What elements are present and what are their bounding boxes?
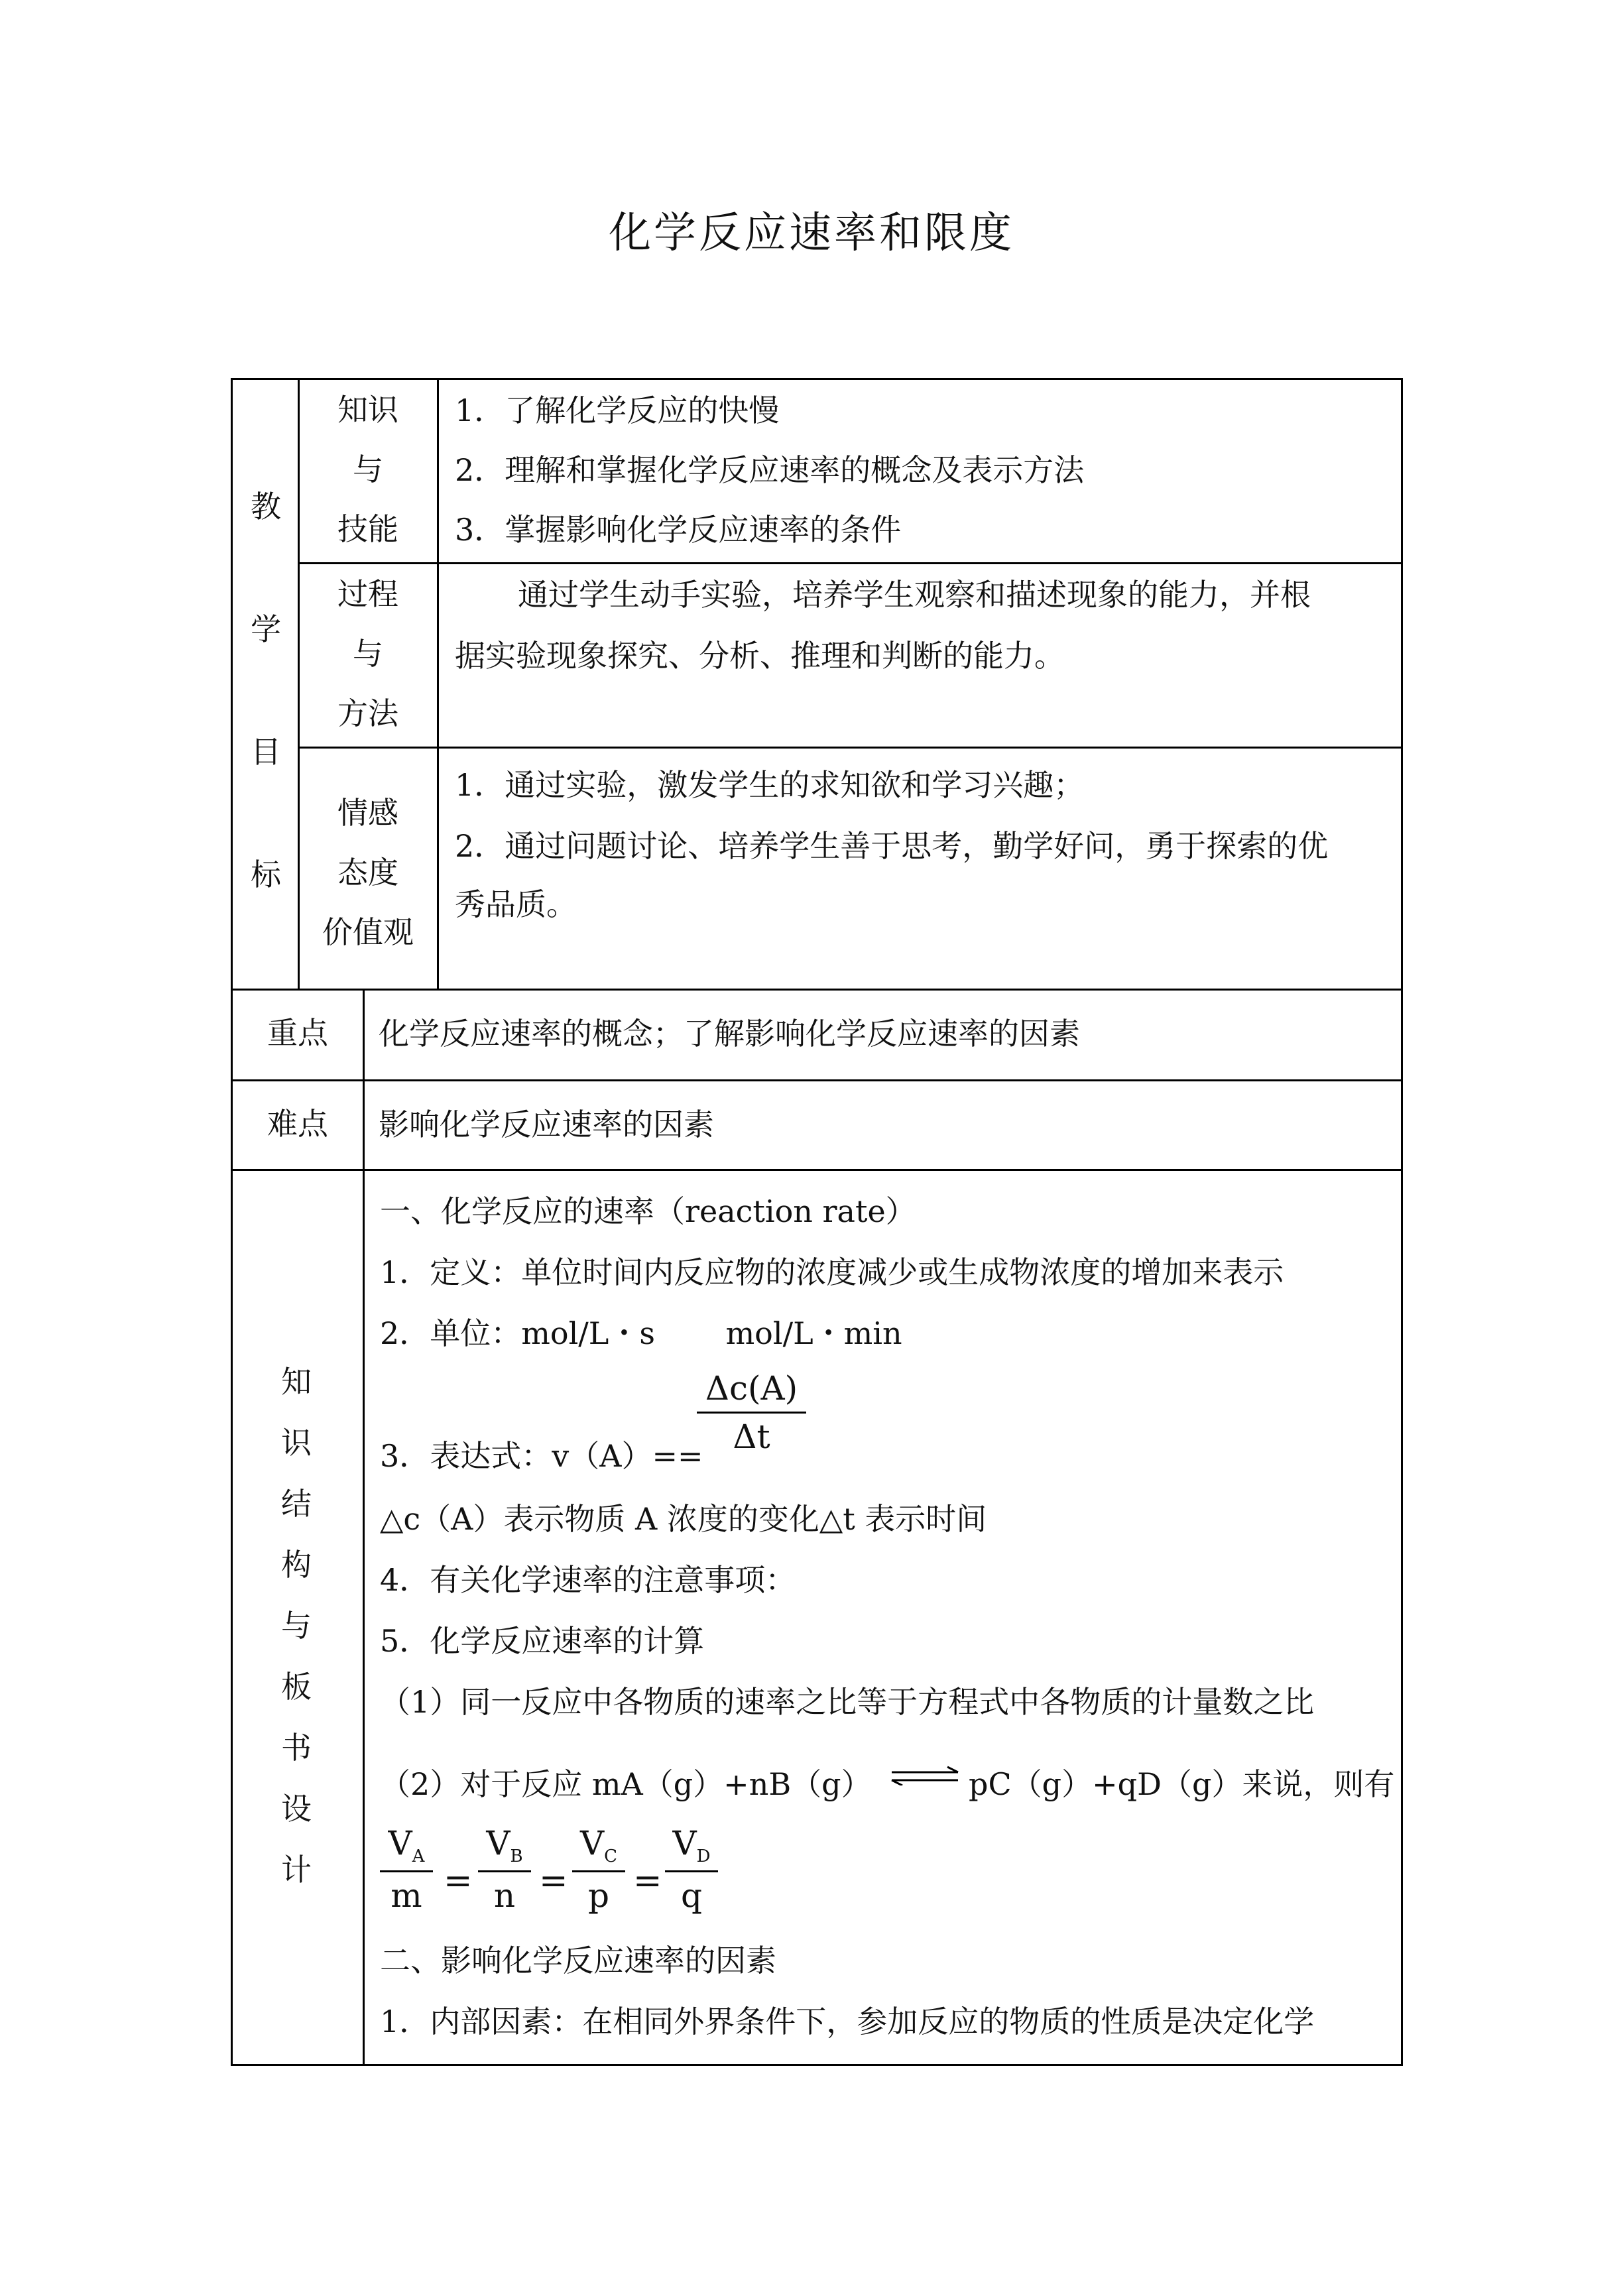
knowledge-item: 3．掌握影响化学反应速率的条件: [455, 512, 902, 548]
process-text: 据实验现象探究、分析、推理和判断的能力。: [455, 638, 1065, 674]
ratio-fraction-a: $V_A$ m: [380, 1824, 433, 1915]
knowledge-label: 知识 与 技能: [337, 392, 398, 547]
equilibrium-arrow-icon: [889, 1766, 962, 1785]
equals-sign: =: [539, 1861, 568, 1901]
internal-factor-line: 1．内部因素：在相同外界条件下，参加反应的物质的性质是决定化学: [380, 2004, 1315, 2039]
goals-label-char: 教: [251, 489, 281, 524]
divider: [233, 1169, 1403, 1171]
emotion-text: 秀品质。: [455, 886, 577, 922]
structure-label-char: 设: [281, 1791, 312, 1827]
notes-heading: 4．有关化学速率的注意事项：: [380, 1562, 796, 1598]
divider: [233, 1079, 1403, 1081]
expression-line: 3．表达式：v（A）==: [380, 1438, 703, 1474]
structure-label-char: 计: [281, 1852, 312, 1888]
structure-label-char: 与: [281, 1608, 312, 1644]
process-text: 通过学生动手实验，培养学生观察和描述现象的能力，并根: [518, 577, 1311, 613]
ratio-rule-line: （1）同一反应中各物质的速率之比等于方程式中各物质的计量数之比: [380, 1684, 1315, 1720]
reaction-line-end: pC（g）+qD（g）来说，则有: [969, 1766, 1395, 1802]
calc-heading: 5．化学反应速率的计算: [380, 1623, 705, 1659]
process-label: 过程 与 方法: [337, 576, 398, 731]
reaction-line-start: （2）对于反应 mA（g）+nB（g）: [380, 1766, 872, 1802]
goals-label-char: 目: [251, 734, 281, 770]
formula-denominator: Δt: [733, 1418, 770, 1456]
ratio-fraction-c: $V_C$ p: [572, 1824, 625, 1915]
definition-line: 1．定义：单位时间内反应物的浓度减少或生成物浓度的增加来表示: [380, 1254, 1284, 1290]
unit-line: 2．单位：mol/L・s mol/L・min: [380, 1315, 902, 1351]
goals-label-char: 标: [251, 857, 281, 892]
equals-sign: =: [633, 1861, 662, 1901]
divider: [363, 989, 365, 2066]
ratio-fraction-b: $V_B$ n: [478, 1824, 531, 1915]
key-point-text: 化学反应速率的概念；了解影响化学反应速率的因素: [379, 1016, 1080, 1052]
knowledge-item: 2．理解和掌握化学反应速率的概念及表示方法: [455, 452, 1085, 488]
section-heading: 二、影响化学反应速率的因素: [380, 1943, 776, 1978]
emotion-text: 1．通过实验，激发学生的求知欲和学习兴趣；: [455, 767, 1085, 803]
structure-label-char: 书: [281, 1730, 312, 1766]
divider: [299, 747, 1403, 749]
key-point-label: 重点: [267, 1015, 328, 1051]
structure-label-char: 识: [281, 1425, 312, 1461]
divider: [437, 380, 439, 990]
difficulty-text: 影响化学反应速率的因素: [379, 1107, 714, 1142]
emotion-label: 情感 态度 价值观: [322, 795, 414, 950]
rate-formula-fraction: [697, 1369, 806, 1456]
formula-numerator: Δc(A): [705, 1369, 798, 1408]
fraction-bar: [697, 1412, 806, 1414]
structure-label-char: 知: [281, 1364, 312, 1400]
equals-sign: =: [444, 1861, 473, 1901]
structure-label-char: 结: [281, 1486, 312, 1522]
ratio-fraction-d: $V_D$ q: [665, 1824, 718, 1915]
knowledge-item: 1．了解化学反应的快慢: [455, 393, 780, 428]
difficulty-label: 难点: [267, 1106, 328, 1142]
section-heading: 一、化学反应的速率（reaction rate）: [380, 1193, 916, 1229]
emotion-text: 2．通过问题讨论、培养学生善于思考，勤学好问，勇于探索的优: [455, 828, 1329, 864]
structure-label-char: 板: [281, 1669, 312, 1705]
page-title: 化学反应速率和限度: [609, 209, 1014, 258]
divider: [233, 989, 1403, 991]
structure-label-char: 构: [281, 1547, 312, 1583]
goals-label-char: 学: [251, 611, 281, 647]
lesson-plan-table: [231, 378, 1403, 2066]
explanation-line: △c（A）表示物质 A 浓度的变化△t 表示时间: [380, 1501, 987, 1537]
